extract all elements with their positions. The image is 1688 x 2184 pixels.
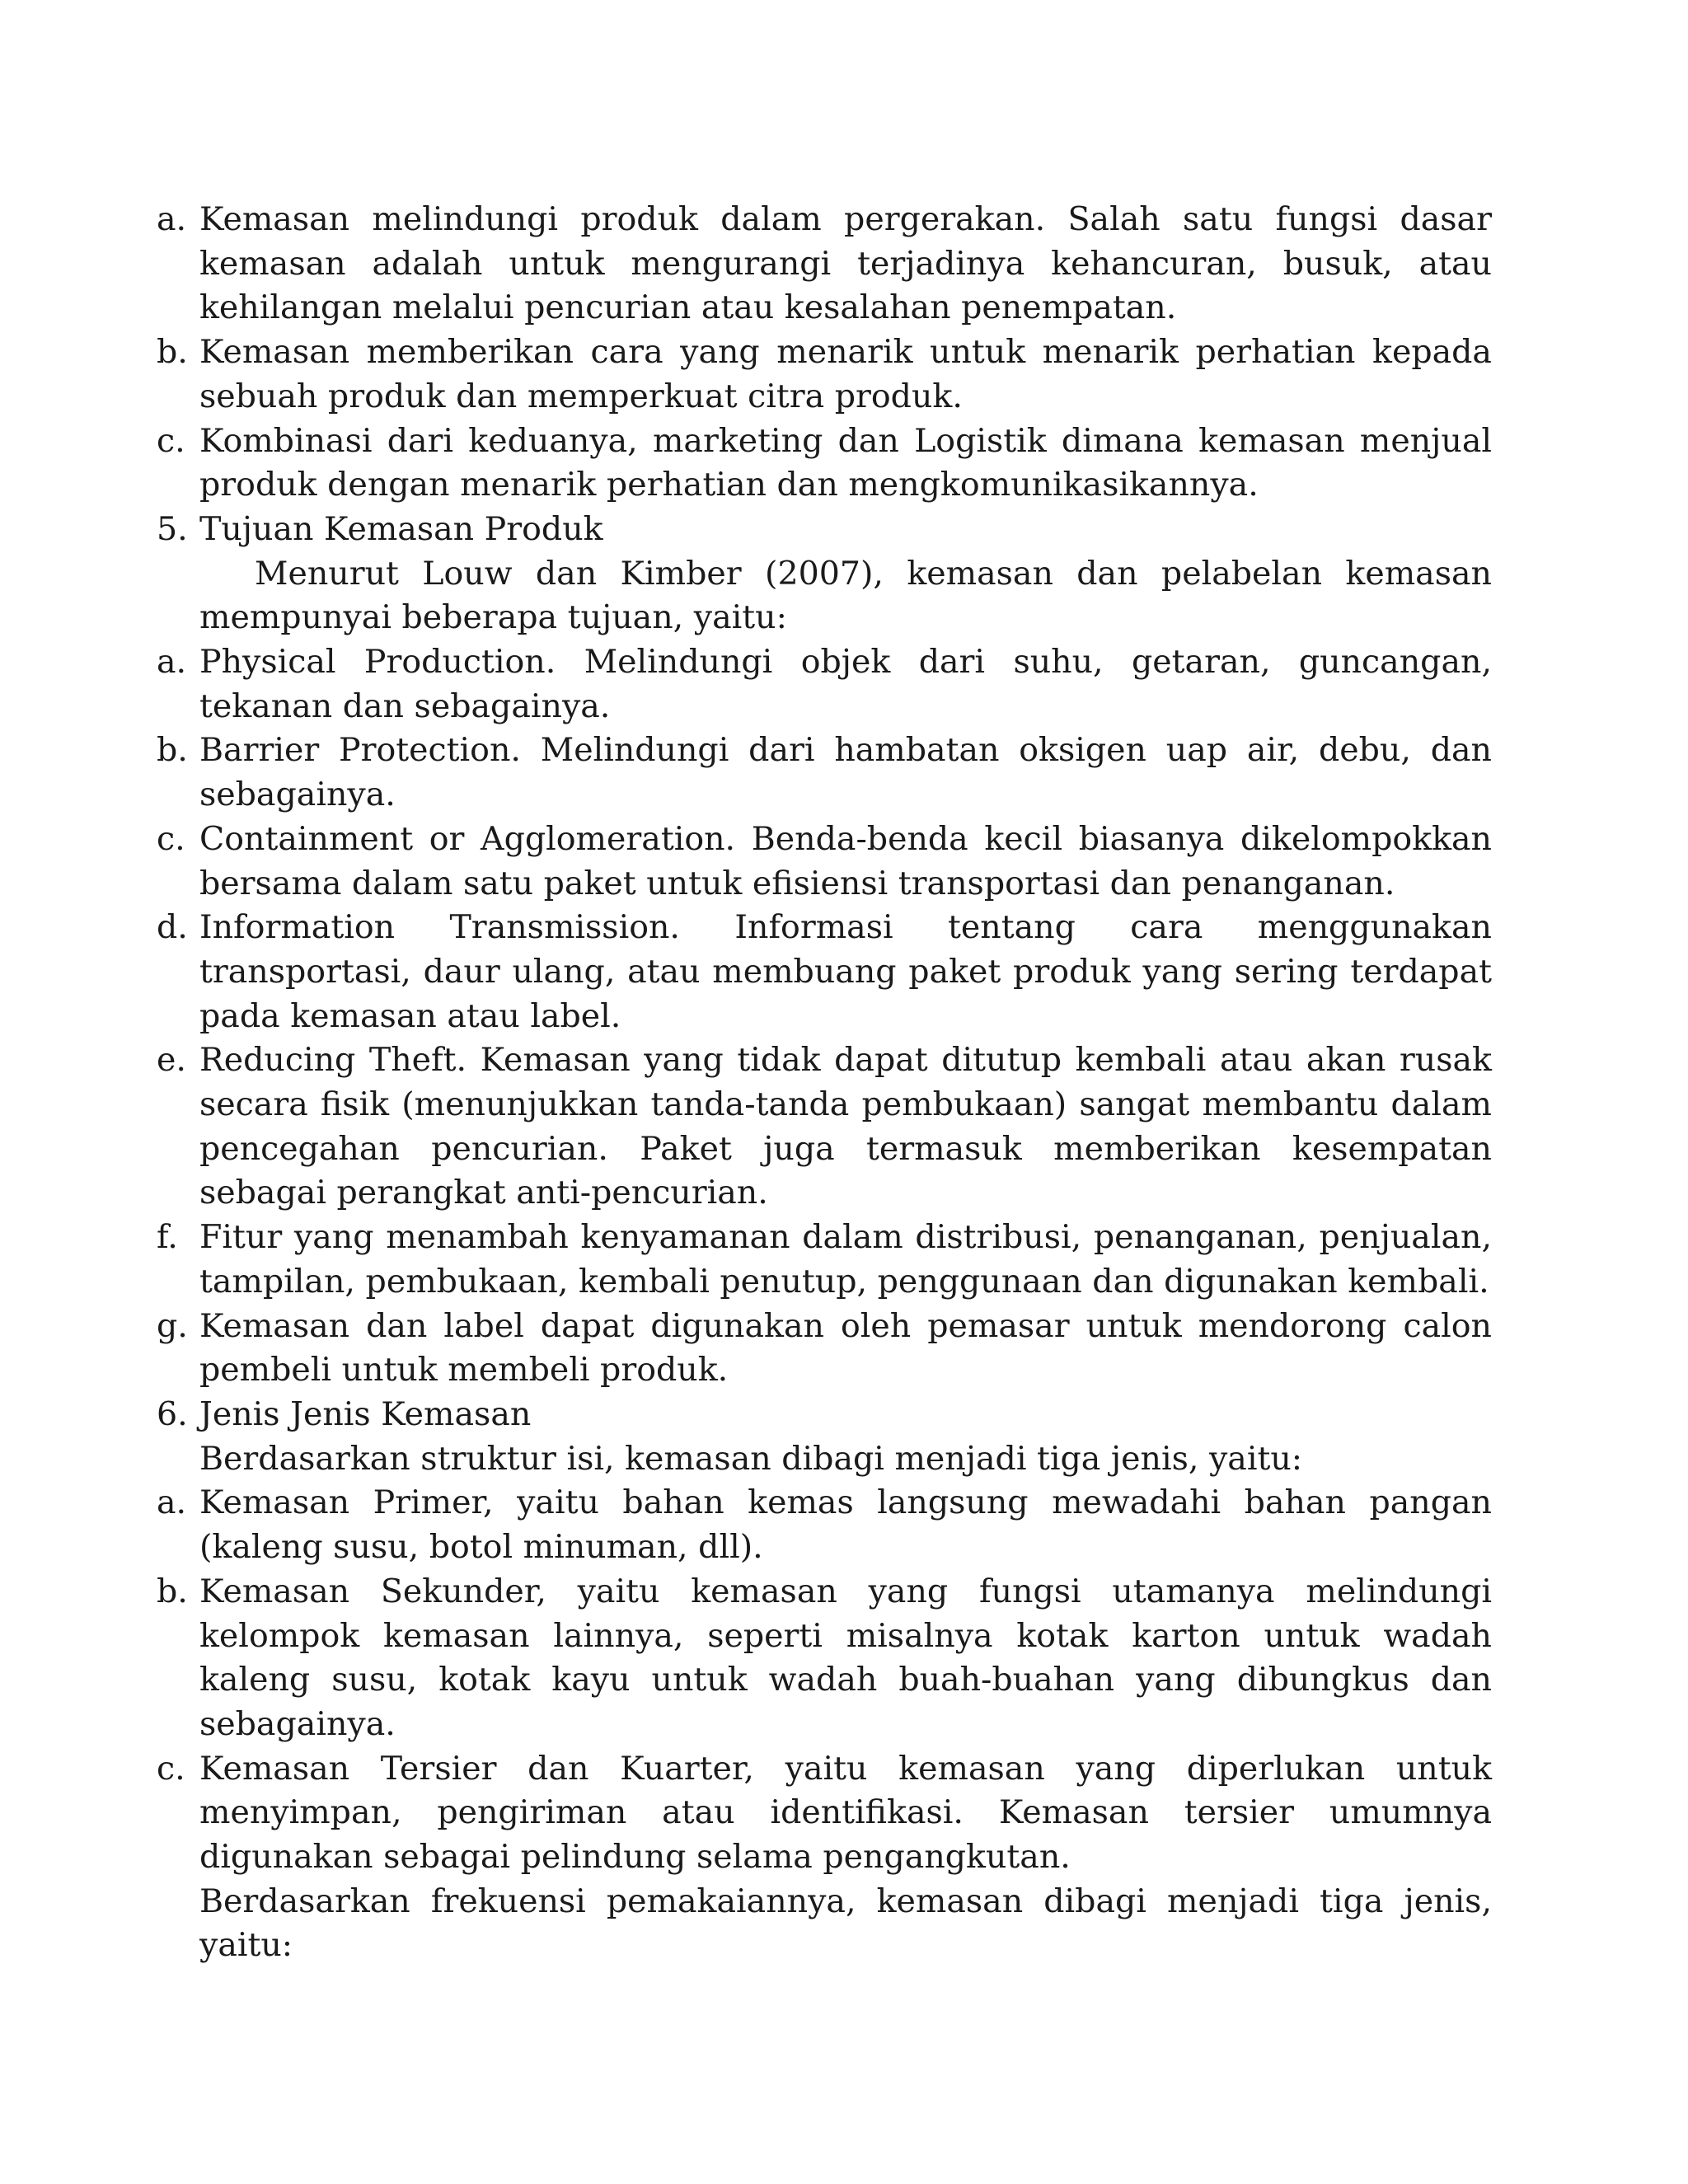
list-item-text: Kemasan Tersier dan Kuarter, yaitu kemasan yang diperlukan untuk menyimpan, pengiriman atau identifikasi. Kemasan tersier umumnya digunakan sebagai pelindung selama pengangkutan. bbox=[199, 1749, 1492, 1877]
list-marker: f. bbox=[157, 1218, 178, 1257]
list-marker: c. bbox=[157, 421, 185, 460]
section-heading-5 bbox=[157, 508, 1492, 552]
list-marker: e. bbox=[157, 1041, 186, 1080]
list-item-text: Reducing Theft. Kemasan yang tidak dapat ditutup kembali atau akan rusak secara fisik (menunjukkan tanda-tanda pembukaan) sangat membantu dalam pencegahan pencurian. Paket juga termasuk memberikan kesempatan sebagai perangkat anti-pencurian. bbox=[199, 1041, 1492, 1212]
list-item-text: Containment or Agglomeration. Benda-benda kecil biasanya dikelompokkan bersama dalam satu paket untuk efisiensi transportasi dan penanganan. bbox=[199, 819, 1492, 902]
list-item-2f bbox=[157, 1216, 1492, 1304]
list-item-3b bbox=[157, 1570, 1492, 1747]
list-item-text: Kombinasi dari keduanya, marketing dan Logistik dimana kemasan menjual produk dengan menarik perhatian dan mengkomunikasikannya. bbox=[199, 421, 1492, 504]
list-item-text: Kemasan Primer, yaitu bahan kemas langsung mewadahi bahan pangan (kaleng susu, botol minuman, dll). bbox=[199, 1483, 1492, 1567]
list-item-2c bbox=[157, 818, 1492, 906]
list-item-text: Kemasan melindungi produk dalam pergerakan. Salah satu fungsi dasar kemasan adalah untuk mengurangi terjadinya kehancuran, busuk, atau kehilangan melalui pencurian atau kesalahan penempatan. bbox=[199, 200, 1492, 327]
list-marker: a. bbox=[157, 200, 187, 238]
list-item-1c bbox=[157, 419, 1492, 508]
list-marker: b. bbox=[157, 1572, 188, 1610]
list-item-2d bbox=[157, 906, 1492, 1038]
list-item-text: Kemasan Sekunder, yaitu kemasan yang fungsi utamanya melindungi kelompok kemasan lainnya, seperti misalnya kotak karton untuk wadah kaleng susu, kotak kayu untuk wadah buah-buahan yang dibungkus dan sebagainya. bbox=[199, 1572, 1492, 1743]
list-item-3a bbox=[157, 1481, 1492, 1569]
section-title: Tujuan Kemasan Produk bbox=[199, 509, 603, 548]
list-item-3c bbox=[157, 1747, 1492, 1880]
list-item-1a bbox=[157, 198, 1492, 330]
paragraph-last: Berdasarkan frekuensi pemakaiannya, kemasan dibagi menjadi tiga jenis, yaitu: bbox=[199, 1882, 1492, 1965]
list-item-text: Kemasan memberikan cara yang menarik untuk menarik perhatian kepada sebuah produk dan memperkuat citra produk. bbox=[199, 333, 1492, 415]
section-heading-6 bbox=[157, 1393, 1492, 1437]
list-marker: a. bbox=[157, 1483, 187, 1522]
list-marker: g. bbox=[157, 1306, 188, 1345]
list-item-1b bbox=[157, 330, 1492, 419]
list-item-text: Fitur yang menambah kenyamanan dalam distribusi, penanganan, penjualan, tampilan, pembukaan, kembali penutup, penggunaan dan digunakan kembali. bbox=[199, 1218, 1492, 1301]
list-item-text: Kemasan dan label dapat digunakan oleh pemasar untuk mendorong calon pembeli untuk membeli produk. bbox=[199, 1306, 1492, 1390]
list-marker: c. bbox=[157, 819, 185, 858]
list-marker: d. bbox=[157, 908, 188, 947]
section-title: Jenis Jenis Kemasan bbox=[199, 1394, 532, 1433]
list-marker: b. bbox=[157, 731, 188, 770]
list-item-2b bbox=[157, 729, 1492, 817]
document-page bbox=[157, 198, 1492, 1968]
list-marker: a. bbox=[157, 643, 187, 682]
section-number: 5. bbox=[157, 509, 188, 548]
list-marker: b. bbox=[157, 333, 188, 372]
paragraph-5: Menurut Louw dan Kimber (2007), kemasan dan pelabelan kemasan mempunyai beberapa tujuan, yaitu: bbox=[199, 554, 1492, 637]
list-marker: c. bbox=[157, 1749, 185, 1788]
list-item-2a bbox=[157, 640, 1492, 729]
list-item-text: Physical Production. Melindungi objek dari suhu, getaran, guncangan, tekanan dan sebagainya. bbox=[199, 643, 1492, 725]
list-item-text: Barrier Protection. Melindungi dari hambatan oksigen uap air, debu, dan sebagainya. bbox=[199, 731, 1492, 814]
list-item-2e bbox=[157, 1038, 1492, 1216]
list-item-text: Information Transmission. Informasi tentang cara menggunakan transportasi, daur ulang, atau membuang paket produk yang sering terdapat pada kemasan atau label. bbox=[199, 908, 1492, 1035]
list-item-2g bbox=[157, 1305, 1492, 1393]
section-number: 6. bbox=[157, 1394, 188, 1433]
paragraph-6: Berdasarkan struktur isi, kemasan dibagi menjadi tiga jenis, yaitu: bbox=[199, 1439, 1303, 1478]
